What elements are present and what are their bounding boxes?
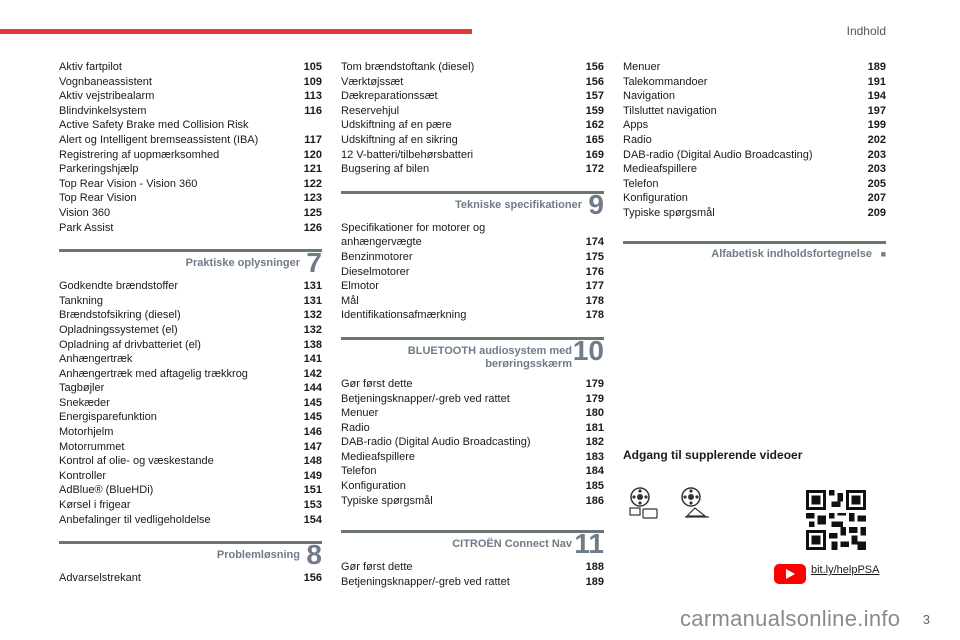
section-number: 7 (306, 247, 322, 279)
toc-entry-title: Betjeningsknapper/-greb ved rattet (341, 392, 510, 405)
toc-entry-title: Tankning (59, 294, 104, 307)
section-title-line-1: BLUETOOTH audiosystem med (407, 344, 572, 357)
toc-entry-page: 109 (303, 75, 322, 88)
toc-entry-page: 194 (867, 90, 886, 103)
toc-entry-title: Specifikationer for motorer og (341, 221, 486, 234)
toc-entry[interactable] (59, 469, 322, 484)
toc-entry[interactable] (623, 177, 886, 192)
toc-entry[interactable] (59, 352, 322, 367)
toc-entry[interactable] (59, 279, 322, 294)
toc-column-1 (59, 60, 322, 586)
toc-entry[interactable] (59, 513, 322, 528)
toc-entry[interactable] (59, 133, 322, 148)
toc-entry-page: 203 (867, 163, 886, 176)
toc-entry-page: 131 (303, 280, 322, 293)
section-header-10 (341, 334, 604, 375)
section-title-line-2: berøringsskærm (485, 357, 572, 370)
toc-entry[interactable] (59, 89, 322, 104)
toc-entry[interactable] (341, 406, 604, 421)
toc-entry[interactable] (59, 104, 322, 119)
toc-entry[interactable] (341, 235, 604, 250)
toc-entry-page: 157 (585, 90, 604, 103)
toc-entry-page: 183 (585, 450, 604, 463)
toc-entry[interactable] (623, 104, 886, 119)
toc-entry-page: 179 (585, 377, 604, 390)
toc-entry[interactable] (59, 177, 322, 192)
toc-entry-page: 144 (303, 382, 322, 395)
videos-heading: Adgang til supplerende videoer (623, 448, 803, 462)
toc-entry-title: Kontroller (59, 469, 107, 482)
toc-entry-title: Kontrol af olie- og væskestande (59, 455, 214, 468)
toc-entry-title: Tom brændstoftank (diesel) (341, 61, 475, 73)
toc-entry[interactable] (341, 435, 604, 450)
section-title: Tekniske specifikationer (455, 198, 582, 211)
toc-entry-page: 177 (585, 280, 604, 293)
toc-column-2 (341, 60, 604, 589)
section-header-9 (341, 188, 604, 220)
toc-entry-title: Motorhjelm (59, 426, 114, 439)
section-header-11 (341, 530, 604, 558)
toc-entry-title: Opladning af drivbatteriet (el) (59, 338, 201, 351)
toc-entry-title: Aktiv fartpilot (59, 61, 122, 73)
toc-entry[interactable] (59, 483, 322, 498)
toc-entry-title: Typiske spørgsmål (623, 206, 715, 219)
toc-entry-title: Snekæder (59, 396, 110, 409)
toc-entry[interactable] (341, 421, 604, 436)
toc-entry-page: 203 (867, 148, 886, 161)
section-number: 8 (306, 539, 322, 571)
toc-entry-title: Godkendte brændstoffer (59, 280, 179, 293)
toc-entry-title: Anbefalinger til vedligeholdelse (59, 513, 211, 526)
toc-entry[interactable] (59, 498, 322, 513)
toc-entry-title: Medieafspillere (341, 450, 415, 463)
toc-entry[interactable] (341, 392, 604, 407)
toc-entry-page: 156 (585, 61, 604, 73)
toc-entry[interactable] (341, 60, 604, 75)
section-header-7 (59, 249, 322, 277)
toc-entry[interactable] (341, 294, 604, 309)
header-title: Indhold (846, 24, 886, 38)
toc-entry[interactable] (341, 450, 604, 465)
toc-entry[interactable] (623, 118, 886, 133)
toc-entry-title: Identifikationsafmærkning (341, 309, 467, 322)
page-number: 3 (922, 612, 930, 627)
toc-entry[interactable] (341, 221, 604, 236)
toc-entry-page: 197 (867, 104, 886, 117)
toc-entry-title: Typiske spørgsmål (341, 494, 433, 507)
toc-entry[interactable] (341, 265, 604, 280)
toc-entry[interactable] (341, 575, 604, 590)
toc-entry-title: AdBlue® (BlueHDi) (59, 484, 154, 497)
toc-entry[interactable] (59, 454, 322, 469)
toc-entry-page: 202 (867, 133, 886, 146)
toc-entry-page: 141 (303, 353, 322, 366)
toc-entry-page: 154 (303, 513, 322, 526)
toc-entry[interactable] (623, 191, 886, 206)
section-title: Praktiske oplysninger (185, 257, 300, 270)
section-header-index (623, 241, 886, 269)
toc-entry-title: Top Rear Vision (59, 192, 137, 205)
video-wrench-icon[interactable] (626, 486, 660, 520)
toc-entry-title: Dækreparationssæt (341, 90, 438, 103)
toc-entry-title: Kørsel i frigear (59, 499, 131, 512)
toc-entry-title: Gør først dette (341, 377, 413, 390)
toc-entry-title: Brændstofsikring (diesel) (59, 309, 181, 322)
toc-entry-page: 189 (585, 575, 604, 588)
toc-entry-title: Navigation (623, 90, 675, 103)
toc-entry-page: 121 (303, 163, 322, 176)
toc-entry-page: 145 (303, 396, 322, 409)
toc-entry-page: 172 (585, 163, 604, 176)
section-title: Problemløsning (216, 549, 300, 562)
toc-entry[interactable] (341, 148, 604, 163)
toc-entry[interactable] (59, 323, 322, 338)
toc-entry-title: Registrering af uopmærksomhed (59, 148, 220, 161)
toc-entry-page: 165 (585, 133, 604, 146)
toc-entry-title: Reservehjul (341, 104, 400, 117)
toc-entry-page: 182 (585, 436, 604, 449)
toc-entry-title: Radio (623, 133, 652, 146)
youtube-icon[interactable] (774, 564, 806, 584)
toc-entry-title: Advarselstrekant (59, 572, 141, 585)
toc-entry[interactable] (59, 60, 322, 75)
toc-entry-page: 125 (303, 206, 322, 219)
toc-entry[interactable] (623, 75, 886, 90)
section-number: 9 (588, 188, 604, 220)
toc-entry[interactable] (623, 162, 886, 177)
toc-entry-page: 180 (585, 407, 604, 420)
toc-entry[interactable] (59, 440, 322, 455)
toc-entry-page: 175 (585, 250, 604, 263)
toc-entry[interactable] (341, 118, 604, 133)
toc-entry-page: 122 (303, 177, 322, 190)
toc-entry-page: 199 (867, 119, 886, 132)
toc-entry-title: Top Rear Vision - Vision 360 (59, 177, 198, 190)
header-accent-bar (0, 29, 472, 34)
toc-entry[interactable] (59, 381, 322, 396)
toc-entry-title: Anhængertræk med aftagelig trækkrog (59, 367, 248, 380)
toc-entry-page: 174 (585, 236, 604, 249)
toc-entry-title: Park Assist (59, 221, 114, 234)
toc-entry-page: 113 (304, 90, 322, 103)
toc-entry-title: Menuer (623, 61, 661, 73)
toc-entry-page: 132 (303, 323, 322, 336)
toc-entry[interactable] (623, 60, 886, 75)
toc-entry-title: Konfiguration (341, 480, 406, 493)
toc-entry-title: Energisparefunktion (59, 411, 157, 424)
help-link[interactable]: bit.ly/helpPSA (811, 564, 880, 576)
toc-entry-page: 131 (303, 294, 322, 307)
toc-entry[interactable] (59, 118, 322, 133)
toc-entry-title: Vognbaneassistent (59, 75, 152, 88)
toc-entry-title: Benzinmotorer (341, 250, 413, 263)
toc-entry-page: 117 (304, 133, 322, 146)
toc-entry[interactable] (623, 89, 886, 104)
toc-entry[interactable] (623, 133, 886, 148)
toc-entry-page: 116 (304, 104, 322, 117)
toc-entry-title: Telefon (341, 465, 377, 478)
toc-entry[interactable] (341, 75, 604, 90)
toc-entry[interactable] (59, 162, 322, 177)
toc-entry-page: 181 (585, 421, 604, 434)
toc-entry-title: Dieselmotorer (341, 265, 410, 278)
toc-entry-page: 132 (303, 309, 322, 322)
toc-entry-title: Bugsering af bilen (341, 163, 430, 176)
toc-entry[interactable] (341, 560, 604, 575)
section-title[interactable]: Alfabetisk indholdsfortegnelse (711, 247, 872, 260)
toc-entry-title: Elmotor (341, 280, 379, 293)
toc-entry[interactable] (623, 148, 886, 163)
toc-entry-title: Tagbøjler (59, 382, 105, 395)
toc-entry[interactable] (341, 377, 604, 392)
toc-entry-page: 207 (867, 192, 886, 205)
toc-entry-page: 169 (585, 148, 604, 161)
toc-entry-title: Værktøjssæt (341, 75, 404, 88)
toc-entry-page: 209 (867, 206, 886, 219)
toc-entry-page: 123 (303, 192, 322, 205)
toc-entry-title: Tilsluttet navigation (623, 104, 717, 117)
toc-entry-page: 138 (303, 338, 322, 351)
toc-entry[interactable] (341, 162, 604, 177)
toc-entry[interactable] (341, 464, 604, 479)
toc-entry-page: 105 (303, 61, 322, 73)
toc-entry-title: Medieafspillere (623, 163, 697, 176)
toc-entry-page: 120 (303, 148, 322, 161)
toc-entry-page: 146 (303, 426, 322, 439)
toc-entry[interactable] (341, 250, 604, 265)
toc-entry[interactable] (341, 89, 604, 104)
toc-entry-page: 179 (585, 392, 604, 405)
toc-entry-page: 145 (303, 411, 322, 424)
toc-entry[interactable] (59, 410, 322, 425)
section-number: 11 (574, 528, 604, 560)
toc-entry[interactable] (59, 221, 322, 236)
toc-entry-title: anhængervægte (341, 236, 422, 249)
toc-entry-page: 149 (303, 469, 322, 482)
toc-entry[interactable] (59, 338, 322, 353)
toc-entry-page: 151 (303, 484, 322, 497)
toc-entry[interactable] (341, 479, 604, 494)
toc-entry-page: 178 (585, 294, 604, 307)
toc-entry-title: Parkeringshjælp (59, 163, 139, 176)
toc-entry-title: Apps (623, 119, 649, 132)
toc-entry-page: 147 (303, 440, 322, 453)
toc-entry[interactable] (59, 191, 322, 206)
section-marker: ■ (880, 248, 886, 259)
toc-entry-page: 153 (303, 499, 322, 512)
toc-entry-title: Menuer (341, 407, 379, 420)
toc-entry[interactable] (341, 133, 604, 148)
toc-entry-title: Udskiftning af en sikring (341, 133, 458, 146)
video-road-icon[interactable] (677, 486, 711, 520)
toc-entry-page: 178 (585, 309, 604, 322)
toc-entry-page: 148 (303, 455, 322, 468)
toc-entry[interactable] (623, 206, 886, 221)
toc-entry-title: Betjeningsknapper/-greb ved rattet (341, 575, 510, 588)
toc-entry-page: 176 (585, 265, 604, 278)
section-title: CITROËN Connect Nav (452, 538, 572, 551)
toc-entry-title: Active Safety Brake med Collision Risk (59, 119, 249, 132)
toc-entry[interactable] (59, 367, 322, 382)
toc-column-3 (623, 60, 886, 271)
toc-entry[interactable] (59, 571, 322, 586)
toc-entry[interactable] (341, 279, 604, 294)
toc-entry-title: DAB-radio (Digital Audio Broadcasting) (341, 436, 531, 449)
toc-entry-page: 188 (585, 561, 604, 574)
toc-entry[interactable] (59, 425, 322, 440)
toc-entry-page: 186 (585, 494, 604, 507)
qr-code[interactable] (806, 490, 866, 550)
toc-entry-page: 142 (303, 367, 322, 380)
toc-entry-page: 189 (867, 61, 886, 73)
toc-entry[interactable] (59, 148, 322, 163)
toc-entry-title: Vision 360 (59, 206, 111, 219)
toc-entry-page: 162 (585, 119, 604, 132)
toc-entry[interactable] (341, 104, 604, 119)
toc-entry-title: Gør først dette (341, 561, 413, 574)
toc-entry[interactable] (59, 308, 322, 323)
toc-entry-title: Alert og Intelligent bremseassistent (IBA) (59, 133, 259, 146)
section-number: 10 (572, 334, 604, 366)
toc-entry[interactable] (59, 206, 322, 221)
toc-entry-page: 126 (303, 221, 322, 234)
toc-entry[interactable] (59, 396, 322, 411)
toc-entry[interactable] (341, 494, 604, 509)
toc-entry-title: Konfiguration (623, 192, 688, 205)
toc-entry-title: Mål (341, 294, 359, 307)
toc-entry-title: 12 V-batteri/tilbehørsbatteri (341, 148, 474, 161)
toc-entry-title: Opladningssystemet (el) (59, 323, 178, 336)
section-header-8 (59, 541, 322, 569)
toc-entry[interactable] (341, 308, 604, 323)
toc-entry-title: Anhængertræk (59, 353, 133, 366)
toc-entry[interactable] (59, 294, 322, 309)
section-title (408, 345, 572, 371)
toc-entry-title: Blindvinkelsystem (59, 104, 147, 117)
toc-entry[interactable] (59, 75, 322, 90)
watermark: carmanualsonline.info (680, 606, 901, 631)
toc-entry-page: 184 (585, 465, 604, 478)
toc-entry-page: 185 (585, 480, 604, 493)
toc-entry-title: Udskiftning af en pære (341, 119, 452, 132)
toc-entry-title: Telefon (623, 177, 659, 190)
toc-entry-page: 156 (303, 572, 322, 585)
toc-entry-page: 159 (585, 104, 604, 117)
toc-entry-page: 205 (867, 177, 886, 190)
toc-entry-title: Aktiv vejstribealarm (59, 90, 155, 103)
toc-entry-title: Motorrummet (59, 440, 125, 453)
toc-entry-page: 191 (867, 75, 886, 88)
toc-entry-title: Talekommandoer (623, 75, 708, 88)
toc-entry-title: DAB-radio (Digital Audio Broadcasting) (623, 148, 813, 161)
toc-entry-title: Radio (341, 421, 370, 434)
toc-entry-page: 156 (585, 75, 604, 88)
